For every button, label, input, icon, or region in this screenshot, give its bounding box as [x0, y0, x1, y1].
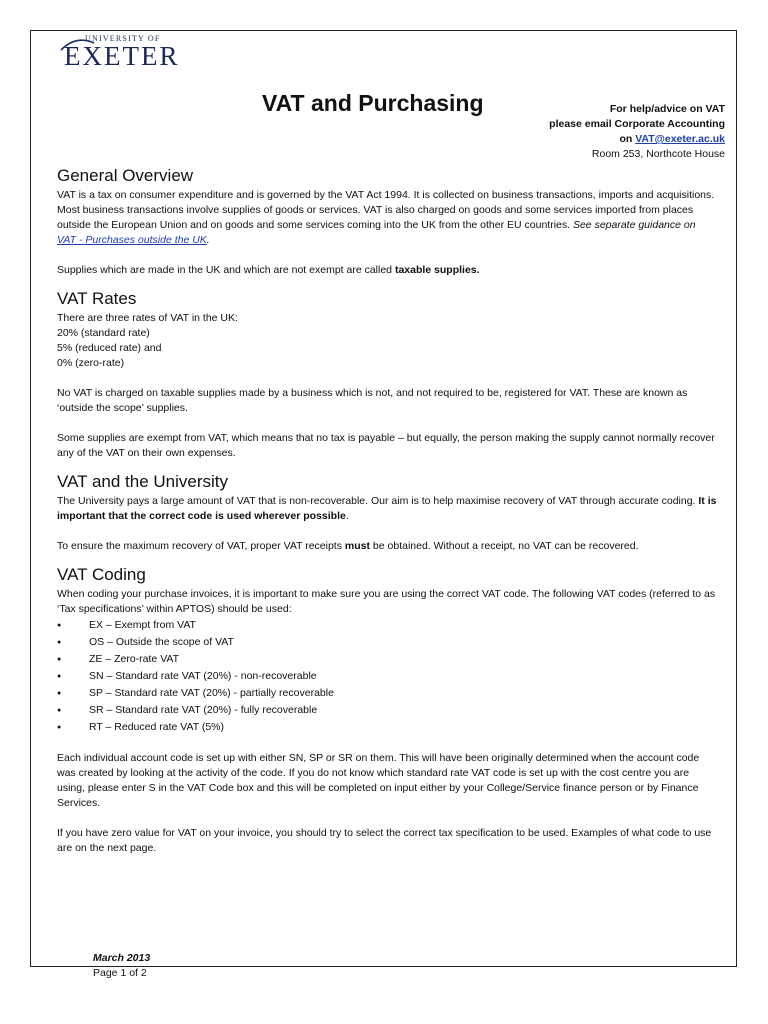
vat-code-list — [57, 617, 717, 736]
list-item: ● EX – Exempt from VAT — [57, 617, 717, 634]
overview-text: VAT is a tax on consumer expenditure and is governed by the VAT Act 1994. It is collected on business transactions, imports and acquisitions. Most business transactions involve supplies of goods or services. VAT is also charged on goods and some services imported from places outside the European Union and on goods and some services coming into the UK from the other EU countries. — [57, 189, 715, 231]
overview-italic: See separate guidance on — [572, 219, 696, 231]
list-item: ● SR – Standard rate VAT (20%) - fully recoverable — [57, 702, 717, 719]
university-p2-end: be obtained. Without a receipt, no VAT can be recovered. — [372, 540, 639, 552]
university-logo — [58, 34, 178, 70]
page-title: VAT and Purchasing — [262, 90, 484, 116]
coding-paragraph-2: Each individual account code is set up with either SN, SP or SR on them. This will have been originally determined when the account code was created by looking at the activity of the code. If you do not know which standard rate VAT code is set up with the cost centre you are using, please enter S in the VAT Code box and this will be completed on input either by your College/Service finance person or by Finance Services. — [57, 752, 700, 809]
heading-vat-rates: VAT Rates — [57, 289, 137, 308]
logo-university-of: UNIVERSITY OF — [85, 34, 161, 43]
footer-page-number: Page 1 of 2 — [93, 967, 147, 979]
heading-vat-coding: VAT Coding — [57, 565, 146, 584]
rate-standard: 20% (standard rate) — [57, 327, 150, 339]
overview-paragraph-2 — [57, 263, 717, 278]
document-body — [57, 166, 717, 856]
university-p1-text: The University pays a large amount of VAT that is non-recoverable. Our aim is to help maximise recovery of VAT through accurate coding. — [57, 495, 696, 507]
overview-paragraph-1: VAT is a tax on consumer expenditure and is governed by the VAT Act 1994. It is collected on business transactions, imports and acquisitions. Most business transactions involve supplies of goods or services. VAT is also charged on goods and some services imported from places outside the European Union and on goods and some services coming into the UK from the other EU countries. See separate guidance on VAT - Purchases outside the UK. — [57, 189, 715, 246]
rates-paragraph-2: No VAT is charged on taxable supplies made by a business which is not, and not required to be, registered for VAT. These are known as ‘outside the scope’ supplies. — [57, 387, 688, 414]
correct-code-emphasis: It is important that the correct code is used wherever possible — [57, 495, 717, 522]
page-footer — [93, 951, 150, 981]
contact-block — [549, 102, 725, 162]
coding-paragraph-3: If you have zero value for VAT on your invoice, you should try to select the correct tax specification to be used. Examples of what code to use are on the next page. — [57, 827, 712, 854]
university-p1-end: . — [345, 510, 349, 522]
vat-email-link[interactable]: VAT@exeter.ac.uk — [635, 133, 725, 145]
coding-intro: When coding your purchase invoices, it is important to make sure you are using the correct VAT code. The following VAT codes (referred to as ‘Tax specifications’ within APTOS) should be used: — [57, 588, 716, 615]
must-emphasis: must — [344, 540, 370, 552]
university-paragraph-1 — [57, 494, 717, 524]
list-item: ● ZE – Zero-rate VAT — [57, 651, 717, 668]
university-paragraph-2 — [57, 539, 717, 554]
heading-vat-university: VAT and the University — [57, 472, 229, 491]
taxable-supplies-term: taxable supplies. — [394, 264, 480, 276]
university-p2-text: To ensure the maximum recovery of VAT, proper VAT receipts — [57, 540, 342, 552]
rates-paragraph-3: Some supplies are exempt from VAT, which means that no tax is payable – but equally, the person making the supply cannot normally recover any of the VAT on their own expenses. — [57, 432, 715, 459]
list-item: ● SN – Standard rate VAT (20%) - non-recoverable — [57, 668, 717, 685]
purchases-outside-uk-link[interactable]: VAT - Purchases outside the UK — [57, 234, 207, 246]
contact-line-3 — [549, 132, 725, 147]
rate-reduced: 5% (reduced rate) and — [57, 342, 162, 354]
contact-line-1: For help/advice on VAT — [609, 103, 725, 115]
rates-intro: There are three rates of VAT in the UK: — [57, 312, 238, 324]
contact-room: Room 253, Northcote House — [591, 148, 725, 160]
rate-zero: 0% (zero-rate) — [57, 357, 125, 369]
footer-date: March 2013 — [93, 952, 151, 964]
list-item: ● OS – Outside the scope of VAT — [57, 634, 717, 651]
logo-exeter: EXETER — [64, 41, 180, 71]
contact-line-2: please email Corporate Accounting — [549, 118, 725, 130]
contact-on: on — [619, 133, 636, 145]
overview-p2-text: Supplies which are made in the UK and which are not exempt are called — [57, 264, 393, 276]
heading-general-overview: General Overview — [57, 166, 194, 185]
list-item: ● SP – Standard rate VAT (20%) - partially recoverable — [57, 685, 717, 702]
list-item: ● RT – Reduced rate VAT (5%) — [57, 719, 717, 736]
